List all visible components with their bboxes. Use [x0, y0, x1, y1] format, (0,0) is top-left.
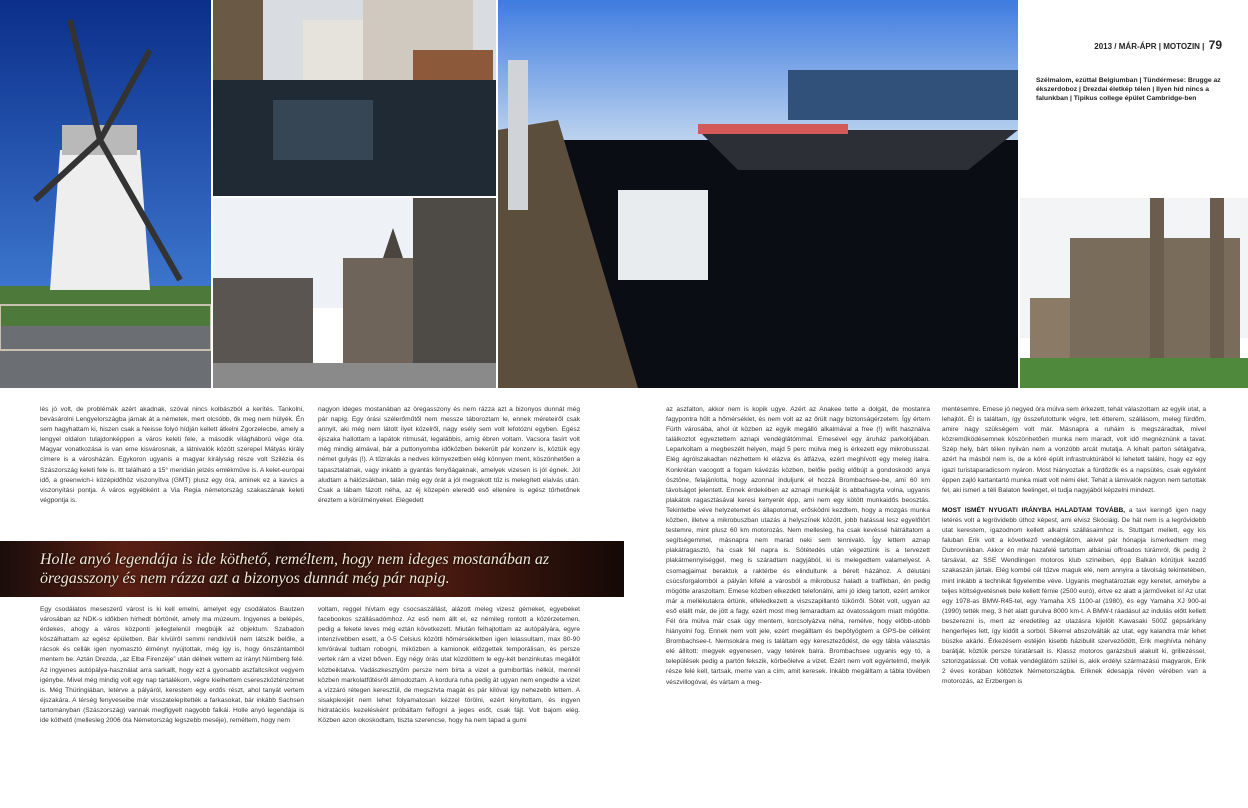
paragraph	[942, 506, 1206, 688]
paragraph: nagyon ideges mostanában az öregasszony és nem rázza azt a bizonyos dunnát még pár napig. Egy órási szélerőműtől nem messze táboroztam le, ennek méreteiről csak annyit, aki még nem látott ilyet közelről, nagy esély sem volt lefotózni egyben. Egész éjszaka hallottam a lapátok ritmusát, legalábbis, amíg ébren voltam. Vacsora fasírt volt még mindig almával, bár a puttonyomba időközben bekerült pár konzerv is, köztük egy német gulyás (!). A tűzrakás a nedves környezetben elég könnyen ment, köszönhetően a tapasztalatnak, vagy inkább a gyantás fenyőágaknak, amelyek vizesen is jól égnek. Jól aludtam a hálózsákban, talán még egy órát a jól megrakott tűz is melegített elalvás után. Csak a lábam fázott néha, az éj közepén eleredő eső ellenére is egész tűrhetőnek éreztem a körülményeket. Elégedett	[318, 406, 580, 504]
paragraph: Egy csodálatos meseszerű várost is ki kell emelni, amelyet egy csodálatos Bautzen városában az NDK-s időkben hírhedt börtönét, amely ma múzeum. Ingyenes a belépés, érdekes, ahogy a város központi jellegtelenül megbújik az objektum. Szabadon kószálhattam az egész épületben. Bár kívülről semmi rendkívüli nem látszik belőle, a rácsok és cellák igen nyomasztó élményt nyújtottak, még így is, hogy önszántamból mentem be. Aztán Drezda, „az Elba Firenzéje” után délnek vettem az irányt Nürnberg felé. Az ingyenes autópálya-használat arra sarkallt, hogy ezt a gyorsabb aszfaltcsíkot vegyem igénybe. Mivel még mindig volt egy nap tartalékom, végre kielhettem csereszközténzömet is. Még Thüringiában, letérve a pályáról, kerestem egy erdős részt, ahol tanyát vertem éjszakára. A térség fenyveseibe már visszatelepítették a farkasokat, bár inkább Sachsen tartományban (Szászország) vannak megfigyelt nagyobb falkái. Holle anyó legendája is ide köthető (mellesleg 2006 óta Németország legszebb meséje), reméltem, hogy nem	[40, 606, 304, 725]
column-1-top	[40, 405, 304, 533]
paragraph: voltam, reggel hívtam egy csocsaszállást, alázott meleg vizesz gémeket, egyebeket facebookos szállásadómhoz. Az eső nem állt el, ez némileg rontott a közérzetemen, pedig a fekete leves még eztán következett. Miután felhajtottam az autópályára, egyre intenzívebben esett, a 0-5 Celsius közötti hőmérsékletben igen lelassultam, max 80-90 km/órával tudtam robogni, miközben a kamionok előzgettek temporálisan, és persze vertek rám a vizet bőven. Egy négy órás utat küzdöttem le egy-két benzinkutas megállót közbeiktatva. Vadászkesztyűm persze nem bírta a vizet a gumibortlás nélkül, mennél közben markolatfűtésről álmodoztam. A kordura ruha pedig át ugyan nem engedte a vizet a vízzáró rétegen keresztül, de megszívta magát és pár kilóval így nehezebb lettem. A sisakplexijét nem lehet folyamatosan kézzel törölni, ezért kinyitottam, és ingyen hidratációs kezelésként próbáltam felfogni a jeges esőt, csak fájt. Volt bajom elég. Közben azon okoskodtam, tiszta szerencse, hogy ha nem tapad a gumi	[318, 606, 580, 725]
folio-issue: 2013 / MÁR-ÁPR | MOTOZIN |	[1094, 42, 1205, 51]
paragraph-body: a tavi keringő igen nagy letérés volt a legrövidebb úthoz képest, ami elvisz Skóciáig. De hát nem is a legrövidebb utat kerestem, igazodnom kellett alkalmi szállásaimhoz is. Stuttgart mellett, egy kis faluban Erik volt a következő vendéglátóm, akivel pár hónapja ismerkedtem meg Dubrovnikban. Akkor én már hazafelé tartottam albániai offroados túrámról, ők pedig 2 társával, az SSE Wendlingen motoros klub színeiben, épp Balkán körútjuk kezdő szakaszán jártak. Elég kombé cél tűzve maguk elé, nem annyira a távolság tekintetében, mint inkább a technikát figyelembe véve. Ugyanis meghatároztak egy keretet, amelybe a teljes költségvetésnek bele kellett férnie (2500 euró), értve ez alatt a járműveket is! Az utat egy 1978-as BMW-R45-tel, egy Yamaha XS 1100-al (1980), és egy Yamaha XJ 900-al (1990) tették meg, 3 hét alatt gurulva 8000 km-t. A BMW-t ráadásul az indulás előtt kellett beszerezni is, mert az eredetileg az utazásra kijelölt Kawasaki 500Z gépsárkány hengerfejes lett, így kidőlt a sorból. Sikerrel abszolválták az utat, egy kalandra már lehet büszke akárki. Érkezésem estéjén kisebb házibulit szervezödött, Erik meghívta néhány barátját, köztük persze túratársait is. Klassz motoros garázsbuli alakult ki, grillezéssel, sztorizgatással. Ott voltak vendéglátóm szülei is, akik erdélyi származású magyarok, Erik 2 éves korában költöztek Németországba. Eriknek édesapja révén vérében van a motorozás, az Erzbergen is	[942, 506, 1206, 686]
paragraph: lés jó volt, de problémák azért akadnak, szóval nincs kolbászból a kerítés. Tankolni, bevásárolni Lengyelországba járnak át a németek, mert olcsóbb, ők meg nem hülyék. Én sem hagyhattam ki, hiszen csak a Neisse folyó hídján kellett átkelni Zgorzelecbe, amely a lengyel oldalon tulajdonképpen a város keleti fele, a második világháború vége óta. Magyar vonatkozása is van eme kisvárosnak, a látnivalók között szerepel Mátyás király címere is a városházán. Egykoron ugyanis a magyar királyság része volt Szilézia és Szászország keleti fele is. Itt található a 15° meridián jelzés emlékműve is. A kelet-európai idő, a greenwich-i középidőhöz viszonyítva (GMT) plusz egy óra, aminek ez a kavics a viszonyítási pontja. A város egyébként a Via Regia németország szakaszának keleti végpontja is.	[40, 406, 304, 504]
dresden-photo	[213, 198, 496, 388]
page-folio	[1094, 38, 1222, 52]
section-lead-in: MOST ISMÉT NYUGATI IRÁNYBA HALADTAM TOVÁBB,	[942, 506, 1126, 514]
brugge-canal-photo	[213, 0, 496, 196]
column-2-top	[318, 405, 580, 533]
column-1-bottom	[40, 605, 304, 763]
pull-quote: Holle anyó legendája is ide köthető, reméltem, hogy nem ideges mostanában az öregasszony és nem rázza azt a bizonyos dunnát még pár napig.	[40, 551, 550, 587]
paragraph: az aszfalton, akkor nem is kopik ugye. Azért az Anakee tette a dolgát, de mostanra fagypontra hűlt a hőmérséklet, és nem volt az az őrült nagy biztonságérzetem. Így értem Fürth városába, ahol út közben az egyik megálló alkalmával a free (!) wifit használva találkoztot egyeztettem aznapi vendéglátómmal. Emesével egy áruház parkolójában. Leparkoltam a megbeszélt helyen, majd 5 perc múlva meg is érkezett egy mikrobusszal. Elég ágrólszakadtan nézhettem ki elázva és átfázva, ezért meghívott egy meleg italra. Konkrétan vacogott a fogam kávézás közben, belőle pedig előbújt a gondoskodó anya ösztöne, felajánlotta, hogy azonnal induljunk el hozzá Brombachsee-be, ami 60 km távolságot jelentett. Ennek érdekében az aznapi munkáját is abbahagyta volna, ugyanis plakátok ragasztásával keresi kenyerét épp, ami nem egy kötött munkaidős beosztás. Tekintetbe véve helyzetemet és állapotomat, erősködni kezdtem, hogy a mozgás munka közben, illetve a mikrobuszban utazás a helyszínek között, jobb hatással lesz egyelőtört testemre, mint plusz 60 km motorozás. Nem mellesleg, ha csak kevéssé hátráltatom a segítségemmel, másnapra nem marad neki sem tennivaló. Így lettem aznap plakátragasztó, ha csak fél napra is. Sötétedés után végeztünk is a tervezett plakátmennyiséggel, meg is száradtam nagyjából, ki is melegedtem valamelyest. A csomagjaimat beraktuk a raktérbe és elindultunk a bérelt házához. A délutáni csúcsforgalomból a pályán kifelé a városból a mikrobusz haladt a traffikban, én pedig mögötte araszoltam. Emese közben elkezdett telefonálni, ami jó ideig tartott, ezért amikor már a mellékutakra értünk, elfeledkezett a viszszapillantó tükörről. Sötét volt, ugyan az eső elállt már, de jött a fagy, ezért most meg lemaradtam az óvatosságom miatt mögötte. Fél óra múlva már csak úgy mentem, korcsolyázva néha, remélve, hogy előbb-utóbb hiányolni fog. Ennek nem volt jele, ezért megálltam és bepötyögtem a GPS-be célként Brombachsee-t. Nemsokára meg is találtam egy kereszteződést, de egy tábla választás elé állított: megyek egyenesen, vagy letérek balra. Brombachsee ugyanis egy tó, a települések pedig a partón fekszik, körbeölelve a vizet. Ezért nem volt egyértelmű, melyik része felé kell, tartsak, merre van a cím, amit keresek. Inkább megálltam a tábla tövében vészvillogóval, és vártam a meg-	[666, 406, 930, 686]
cambridge-college-photo	[1020, 198, 1248, 388]
column-3	[666, 405, 930, 763]
photo-caption: Szélmalom, ezúttal Belgiumban | Tündérmese: Brugge az ékszerdoboz | Drezdai életkép télen | Ilyen híd nincs a falunkban | Tipikus college épület Cambridge-ben	[1036, 77, 1221, 102]
column-4	[942, 405, 1206, 763]
pull-quote-band	[0, 541, 624, 597]
paragraph: mentésemre. Emese jó negyed óra múlva sem érkezett, tehát válaszottam az egyik utat, a lehajtót. Él is találtam, így összefutottunk végre, lett étterem, szállásom, meleg fürdőm, amire nagy szükségem volt már. Másnapra a ruháim is megszáradtak, mivel közreműködésemnek köszönhetően munka nem maradt, volt idő megnéznünk a tavat. Szép hely, bárt télen nyilván nem a vonzóbb arcát mutatja. A kihalt parton sétálgatva, azért ha másból nem is, de a köré épült infrastruktúrából ki lehetett találni, hogy ez egy igazi turistaparadicsom nyáron. Most hiányoztak a fürdőzők és a napsütés, csak egyként éppen zajló kartantartó munka miatt volt némi élet. Tehát a lámivalók nagyon nem tartottak fel, aki ismeri a téli Balaton feelinget, el tudja nagyjából képzelni mindezt.	[942, 406, 1206, 494]
column-2-bottom	[318, 605, 580, 763]
bridge-photo	[498, 0, 1018, 388]
page-number: 79	[1208, 38, 1222, 52]
windmill-photo	[0, 0, 211, 388]
